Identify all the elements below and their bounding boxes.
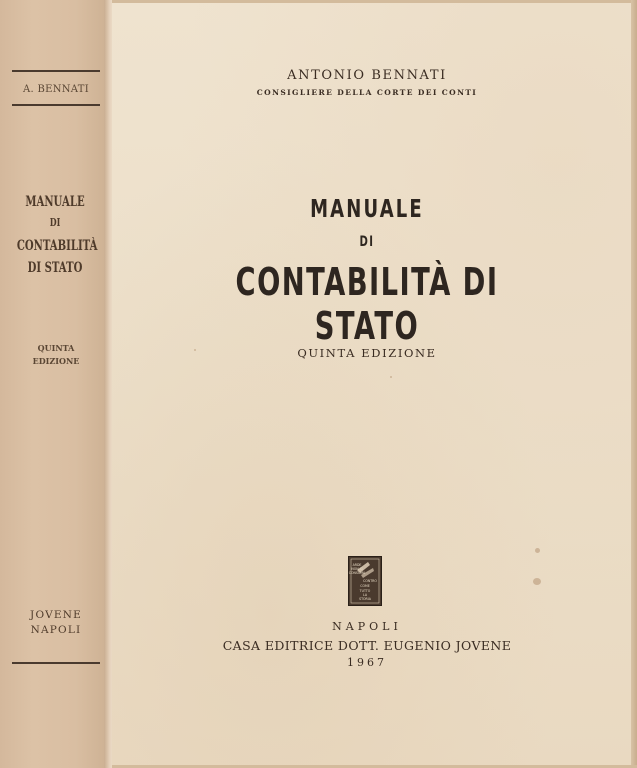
svg-text:STORIA: STORIA <box>359 597 371 601</box>
cover-publisher: CASA EDITRICE DOTT. EUGENIO JOVENE <box>222 638 512 653</box>
foxing-spot <box>390 376 392 378</box>
publisher-logo-icon <box>348 556 382 606</box>
spine-edition-line: EDIZIONE <box>32 356 80 366</box>
spine-title-line: DI STATO <box>27 260 83 276</box>
spine-publisher <box>4 608 108 638</box>
cover-edition: QUINTA EDIZIONE <box>297 346 437 360</box>
spine-title-line: DI <box>49 216 61 229</box>
svg-text:CONTRO: CONTRO <box>363 579 377 583</box>
svg-text:CONSUMA: CONSUMA <box>348 571 366 575</box>
spine-publisher-line: NAPOLI <box>30 624 82 636</box>
cover-title-line-1: MANUALE <box>310 194 424 223</box>
svg-text:NON SI: NON SI <box>351 567 363 571</box>
cover-top-edge <box>112 0 637 3</box>
svg-text:TUTTO: TUTTO <box>359 589 371 593</box>
book-spine <box>0 0 108 768</box>
spine-publisher-line: JOVENE <box>30 609 82 621</box>
svg-text:ARDE: ARDE <box>352 563 362 567</box>
foxing-spot <box>533 578 541 585</box>
cover-city: NAPOLI <box>332 620 402 633</box>
svg-text:LA: LA <box>362 593 368 597</box>
cover-title-line-3: CONTABILITÀ DI STATO <box>235 260 499 348</box>
spine-bottom-rule <box>12 662 100 664</box>
cover-year: 1967 <box>347 656 387 669</box>
spine-top-rule <box>12 70 100 72</box>
spine-title-line: MANUALE <box>25 194 85 210</box>
foxing-spot <box>194 349 196 351</box>
cover-author-role: CONSIGLIERE DELLA CORTE DEI CONTI <box>256 88 478 97</box>
spine-edition-line: QUINTA <box>37 343 75 353</box>
front-cover <box>112 0 637 768</box>
spine-author-rule <box>12 104 100 106</box>
spine-title-line: CONTABILITÀ <box>16 238 98 254</box>
spine-author: A. BENNATI <box>22 84 90 95</box>
cover-author: ANTONIO BENNATI <box>287 68 447 83</box>
cover-title-line-2: DI <box>359 234 375 250</box>
foxing-spot <box>535 548 540 553</box>
svg-text:COME: COME <box>360 584 370 588</box>
cover-right-edge <box>631 0 637 768</box>
